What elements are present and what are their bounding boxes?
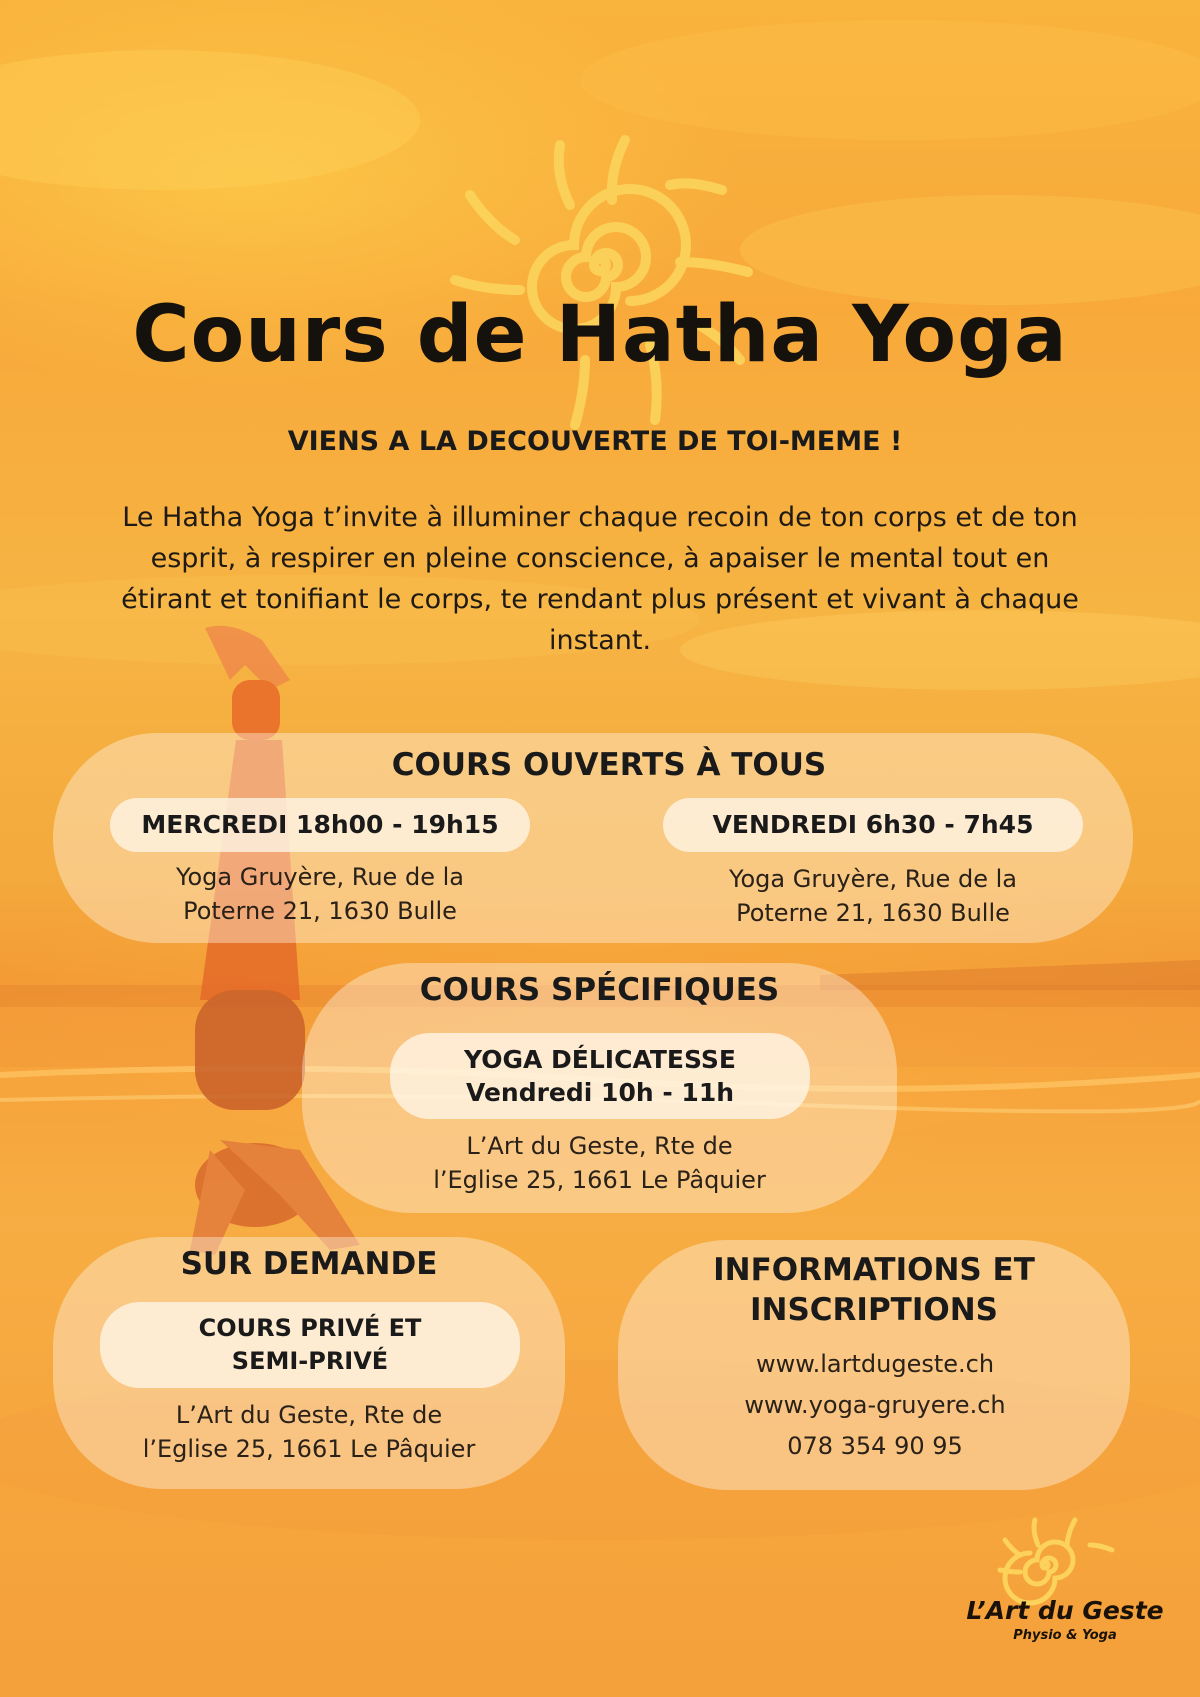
on-demand-name-line: COURS PRIVÉ ET (198, 1314, 422, 1342)
info-heading-line: INSCRIPTIONS (750, 1292, 998, 1328)
subtitle: VIENS A LA DECOUVERTE DE TOI-MEME ! (287, 426, 903, 457)
specific-classes-heading: COURS SPÉCIFIQUES (419, 972, 780, 1008)
website-link-lartdugeste[interactable]: www.lartdugeste.ch (755, 1350, 995, 1378)
address-line: Yoga Gruyère, Rue de la (176, 863, 464, 891)
specific-class-name: YOGA DÉLICATESSE (464, 1045, 736, 1074)
logo-tagline: Physio & Yoga (1013, 1628, 1117, 1643)
intro-paragraph: Le Hatha Yoga t’invite à illuminer chaque recoin de ton corps et de ton esprit, à respirer en pleine conscience, à apaiser le mental tout en étirant et tonifiant le corps, te rendant plus présent et vivant à chaque instant. (121, 502, 1079, 656)
address-line: Poterne 21, 1630 Bulle (183, 897, 457, 925)
session-time-wednesday: MERCREDI 18h00 - 19h15 (110, 798, 530, 852)
on-demand-name-line: SEMI-PRIVÉ (231, 1347, 389, 1375)
open-classes-heading: COURS OUVERTS À TOUS (391, 747, 827, 783)
address-line: L’Art du Geste, Rte de (466, 1132, 733, 1160)
address-line: L’Art du Geste, Rte de (175, 1401, 443, 1429)
page-title: Cours de Hatha Yoga (132, 290, 1068, 380)
address-line: Poterne 21, 1630 Bulle (736, 899, 1010, 927)
specific-class-time: Vendredi 10h - 11h (465, 1078, 735, 1107)
phone-number[interactable]: 078 354 90 95 (787, 1432, 963, 1460)
address-line: l’Eglise 25, 1661 Le Pâquier (142, 1435, 476, 1463)
address-line: l’Eglise 25, 1661 Le Pâquier (433, 1166, 766, 1194)
address-line: Yoga Gruyère, Rue de la (729, 865, 1017, 893)
info-heading-line: INFORMATIONS ET (713, 1252, 1035, 1288)
logo-name: L’Art du Geste (966, 1596, 1164, 1625)
on-demand-heading: SUR DEMANDE (180, 1246, 438, 1282)
session-time-friday: VENDREDI 6h30 - 7h45 (663, 798, 1083, 852)
website-link-yoga-gruyere[interactable]: www.yoga-gruyere.ch (744, 1391, 1006, 1419)
